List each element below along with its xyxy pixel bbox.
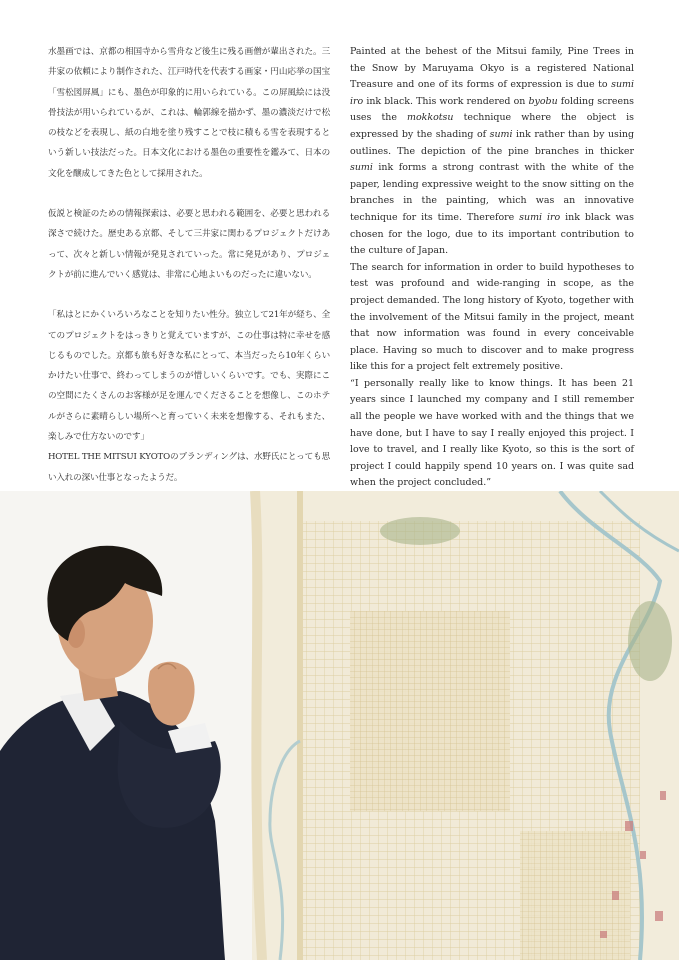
english-paragraph-2: The search for information in order to build hypotheses to test was profound and wide-ranging in scope, as the project demanded. The long history of Kyoto, together with the involvement of the Mitsui family in the project, meant that now information was found in every conceivable place. Having so much to discover and to make progress like this for a project felt extremely positive.: [350, 261, 634, 373]
english-text-column: [350, 44, 634, 525]
photo-illustration: [0, 491, 679, 960]
japanese-paragraph-1: 水墨画では、京都の相国寺から雪舟など後生に残る画僧が輩出された。三井家の依頼により制作された、江戸時代を代表する画家・円山応挙の国宝「雪松図屏風」にも、墨色が印象的に用いられている。この屏風絵には没骨技法が用いられているが、これは、輪郭線を描かず、墨の濃淡だけで松の枝などを表現し、紙の白地を塗り残すことで枝に積もる雪を表現するという新しい技法だった。日本文化における墨色の重要性を鑑みて、日本の文化を醸成してきた色として採用された。: [48, 47, 330, 179]
english-paragraph-3: “I personally really like to know things. It has been 21 years since I launched my company and I still remember all the people we have worked with and the things that we have done, but I have to say I really enjoyed this project. I love to travel, and I really like Kyoto, so this is the sort of project I could happily spend 10 years on. I was quite sad when the project concluded.”: [350, 377, 634, 489]
japanese-paragraph-2: 仮説と検証のための情報探索は、必要と思われる範囲を、必要と思われる深さで続けた。歴史ある京都、そして三井家に関わるプロジェクトだけあって、次々と新しい情報が発見されていった。常に発見があり、プロジェクトが前に進んでいく感覚は、非常に心地よいものだったに違いない。: [48, 209, 330, 280]
photo-man-viewing-map: [0, 491, 679, 960]
english-paragraph-1: Painted at the behest of the Mitsui family, Pine Trees in the Snow by Maruyama Okyo is a registered National Treasure and one of its forms of expression is due to sumi iro ink black. This work rendered on byobu folding screens uses the mokkotsu technique where the object is expressed by the shading of sumi ink rather than by using outlines. The depiction of the pine branches in thicker sumi ink forms a strong contrast with the white of the paper, lending expressive weight to the snow sitting on the branches in the painting, which was an innovative technique for its time. Therefore sumi iro ink black was chosen for the logo, due to its important contribution to the culture of Japan.: [350, 46, 634, 257]
japanese-paragraph-4: HOTEL THE MITSUI KYOTOのブランディングは、水野氏にとっても思い入れの深い仕事となったようだ。: [48, 452, 330, 483]
kyoto-map: [252, 491, 679, 960]
japanese-text-column: [48, 42, 330, 508]
japanese-paragraph-3: 「私はとにかくいろいろなことを知りたい性分。独立して21年が経ち、全てのプロジェクトをはっきりと覚えていますが、この仕事は特に幸せを感じるものでした。京都も旅も好きな私にとって、本当だったら10年くらいかけたい仕事で、終わってしまうのが惜しいくらいです。でも、実際にこの空間にたくさんのお客様が足を運んでくださることを想像し、このホテルがさらに素晴らしい場所へと育っていく未来を想像する、それもまた、楽しみで仕方ないのです」: [48, 310, 330, 443]
